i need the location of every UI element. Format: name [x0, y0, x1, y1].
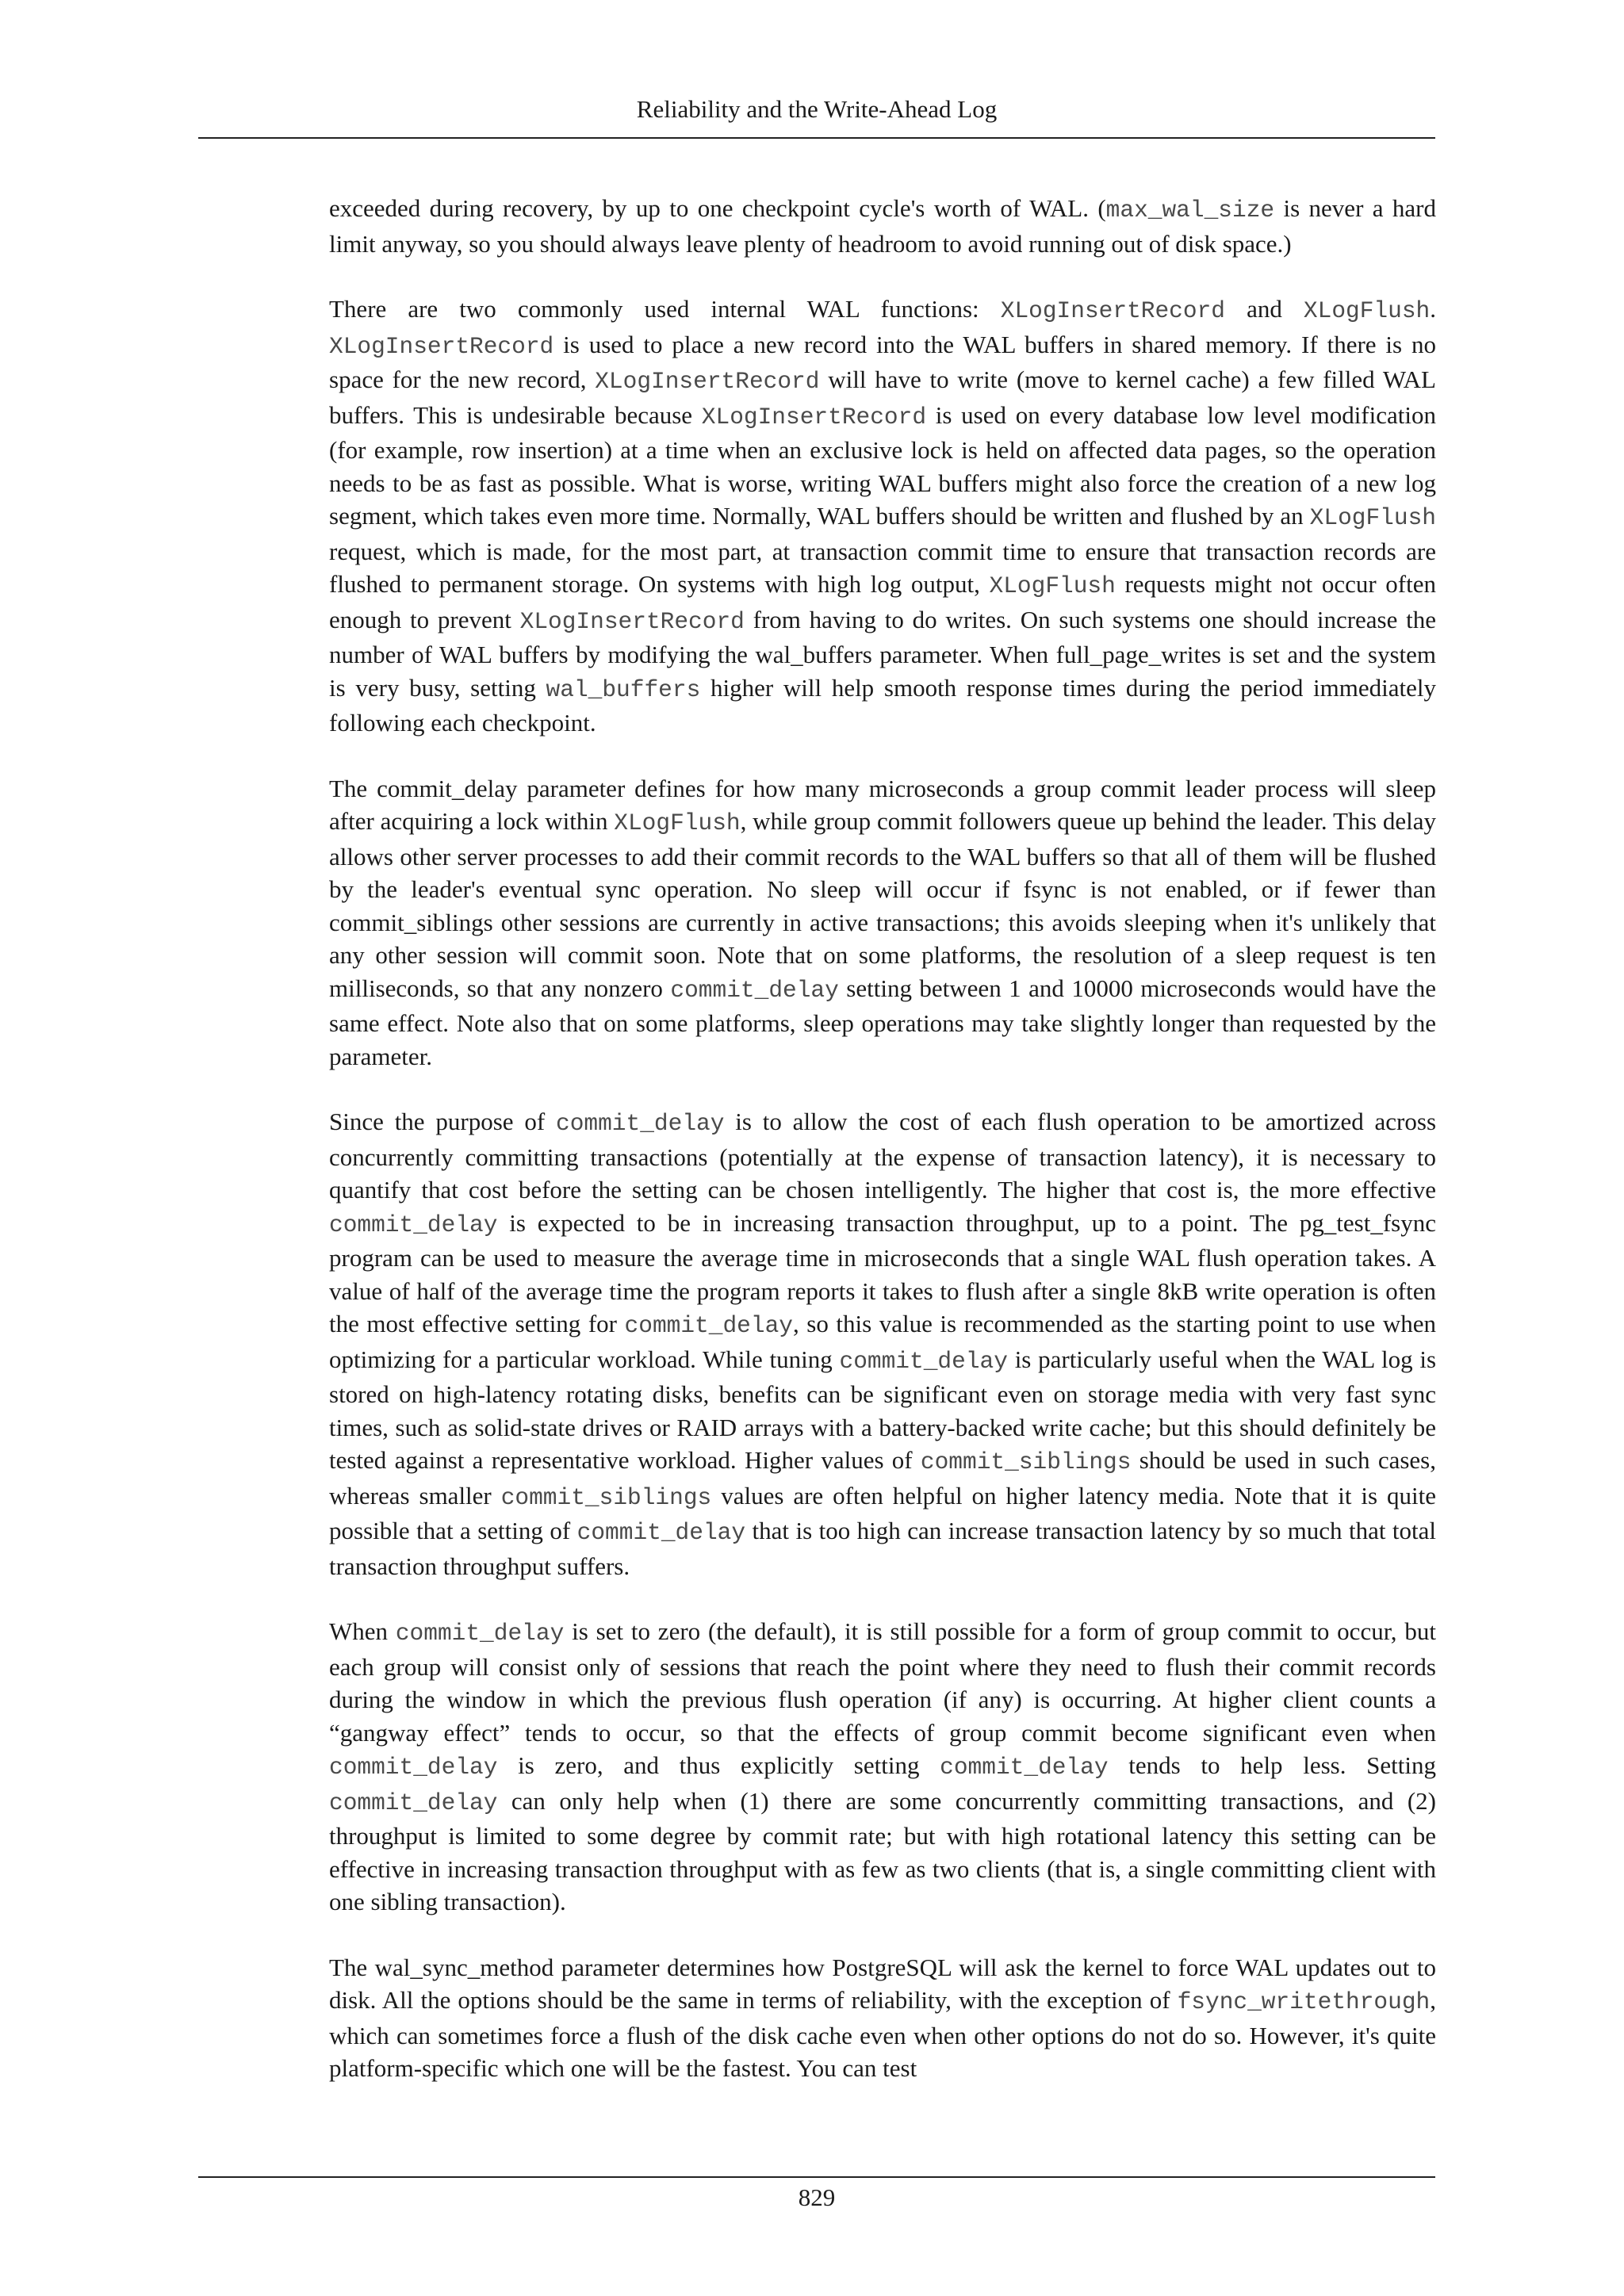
text-run: can only help when (1) there are some concurrently committing transactions, and (2) throughput is limited to some degree by commit rate; but with high rotational latency this setting can be effective in increasing transaction throughput with as few as two clients (that is, a single committing client with one sibling transaction).	[329, 1786, 1436, 1915]
inline-code: XLogFlush	[1303, 297, 1431, 324]
inline-code: commit_delay	[940, 1754, 1109, 1781]
text-run: should be used in such cases, whereas smaller	[329, 1446, 1436, 1510]
text-run: is set to zero (the default), it is still possible for a form of group commit to occur, but each group will consist only of sessions that reach the point where they need to flush their commit records during the window in which the previous flush operation (if any) is occurring. At higher client counts a “gangway effect” tends to occur, so that the effects of group commit become significant even when	[329, 1617, 1436, 1747]
text-run: requests might not occur often enough to prevent	[329, 570, 1436, 633]
inline-code: XLogInsertRecord	[1000, 297, 1225, 324]
text-run: is particularly useful when the WAL log is stored on high-latency rotating disks, benefits can be significant even on storage media with very fast sync times, such as solid-state drives or RAID arrays with a battery-backed write cache; but this should definitely be tested against a representative workload. Higher values of	[329, 1345, 1437, 1474]
running-header: Reliability and the Write-Ahead Log	[636, 95, 998, 123]
text-run: that is too high can increase transaction latency by so much that total transaction throughput suffers.	[329, 1517, 1437, 1580]
footer-rule	[198, 2176, 1435, 2178]
inline-code: XLogInsertRecord	[701, 403, 927, 430]
text-run: setting between 1 and 10000 microseconds would have the same effect. Note also that on some platforms, sleep operations may take slightly longer than requested by the parameter.	[329, 974, 1436, 1070]
inline-code: XLogInsertRecord	[595, 368, 820, 395]
text-run: The commit_delay parameter defines for how many microseconds a group commit leader process will sleep after acquiring a lock within	[329, 774, 1436, 835]
text-run: There are two commonly used internal WAL functions:	[329, 295, 1001, 323]
inline-code: commit_delay	[839, 1347, 1008, 1375]
text-run: higher will help smooth response times during the period immediately following each checkpoint.	[329, 673, 1436, 737]
text-run: , which can sometimes force a flush of the disk cache even when other options do not do so. However, it's quite platform-specific which one will be the fastest. You can test	[329, 1986, 1436, 2082]
inline-code: XLogInsertRecord	[329, 332, 554, 360]
inline-code: commit_siblings	[500, 1483, 712, 1511]
inline-code: commit_siblings	[920, 1448, 1132, 1475]
text-run: The wal_sync_method parameter determines how PostgreSQL will ask the kernel to force WAL updates out to disk. All the options should be the same in terms of reliability, with the exception of	[329, 1953, 1436, 2014]
text-run: values are often helpful on higher latency media. Note that it is quite possible that a setting of	[329, 1481, 1436, 1544]
paragraph-wal-size-headroom	[329, 192, 1436, 260]
text-run: is used on every database low level modification (for example, row insertion) at a time when an exclusive lock is held on affected data pages, so the operation needs to be as fast as possible. What is worse, writing WAL buffers might also force the creation of a new log segment, which takes even more time. Normally, WAL buffers should be written and flushed by an	[329, 400, 1436, 530]
paragraph-commit-delay-tuning	[329, 1105, 1436, 1582]
inline-code: XLogInsertRecord	[519, 607, 745, 635]
inline-code: commit_delay	[624, 1312, 793, 1339]
body-text	[329, 192, 1436, 2118]
text-run: is expected to be in increasing transaction throughput, up to a point. The pg_test_fsync program can be used to measure the average time in microseconds that a single WAL flush operation takes. A value of half of the average time the program reports it takes to flush after a single 8kB write operation is often the most effective setting for	[329, 1208, 1436, 1337]
inline-code: XLogFlush	[989, 572, 1116, 599]
text-run: is never a hard limit anyway, so you should always leave plenty of headroom to avoid running out of disk space.)	[329, 194, 1436, 258]
paragraph-group-commit	[329, 1615, 1436, 1919]
text-run: is to allow the cost of each flush operation to be amortized across concurrently committing transactions (potentially at the expense of transaction latency), it is necessary to quantify that cost before the setting can be chosen intelligently. The higher that cost is, the more effective	[329, 1108, 1437, 1203]
text-run: from having to do writes. On such systems one should increase the number of WAL buffers by modifying the wal_buffers parameter. When full_page_writes is set and the system is very busy, setting	[329, 605, 1436, 702]
paragraph-wal-functions	[329, 293, 1436, 740]
inline-code: commit_delay	[329, 1211, 498, 1238]
text-run: When	[329, 1617, 396, 1645]
inline-code: commit_delay	[576, 1519, 746, 1546]
inline-code: wal_buffers	[546, 675, 701, 703]
inline-code: commit_delay	[329, 1754, 498, 1781]
text-run: .	[1430, 295, 1436, 323]
text-run: will have to write (move to kernel cache) a few filled WAL buffers. This is undesirable because	[329, 365, 1436, 429]
inline-code: commit_delay	[556, 1110, 725, 1137]
paragraph-wal-sync-method	[329, 1951, 1436, 2085]
text-run: tends to help less. Setting	[1108, 1751, 1437, 1779]
text-run: and	[1225, 295, 1304, 323]
text-run: is zero, and thus explicitly setting	[497, 1751, 940, 1779]
inline-code: fsync_writethrough	[1177, 1988, 1431, 2015]
text-run: is used to place a new record into the WAL buffers in shared memory. If there is no space for the new record,	[329, 330, 1436, 393]
inline-code: commit_delay	[395, 1620, 565, 1647]
inline-code: commit_delay	[670, 976, 839, 1004]
inline-code: XLogFlush	[1309, 504, 1436, 531]
paragraph-commit-delay	[329, 772, 1436, 1073]
inline-code: commit_delay	[329, 1789, 498, 1816]
inline-code: max_wal_size	[1105, 197, 1275, 224]
text-run: , so this value is recommended as the starting point to use when optimizing for a particular workload. While tuning	[329, 1310, 1436, 1373]
text-run: request, which is made, for the most part, at transaction commit time to ensure that transaction records are flushed to permanent storage. On systems with high log output,	[329, 537, 1436, 598]
page-number: 829	[798, 2183, 836, 2211]
text-run: Since the purpose of	[329, 1108, 556, 1135]
header-rule	[198, 137, 1435, 139]
text-run: , while group commit followers queue up behind the leader. This delay allows other server processes to add their commit records to the WAL buffers so that all of them will be flushed by the leader's eventual sync operation. No sleep will occur if fsync is not enabled, or if fewer than commit_siblings other sessions are currently in active transactions; this avoids sleeping when it's unlikely that any other session will commit soon. Note that on some platforms, the resolution of a sleep request is ten milliseconds, so that any nonzero	[329, 807, 1436, 1002]
text-run: exceeded during recovery, by up to one checkpoint cycle's worth of WAL. (	[329, 194, 1106, 222]
inline-code: XLogFlush	[614, 809, 741, 836]
